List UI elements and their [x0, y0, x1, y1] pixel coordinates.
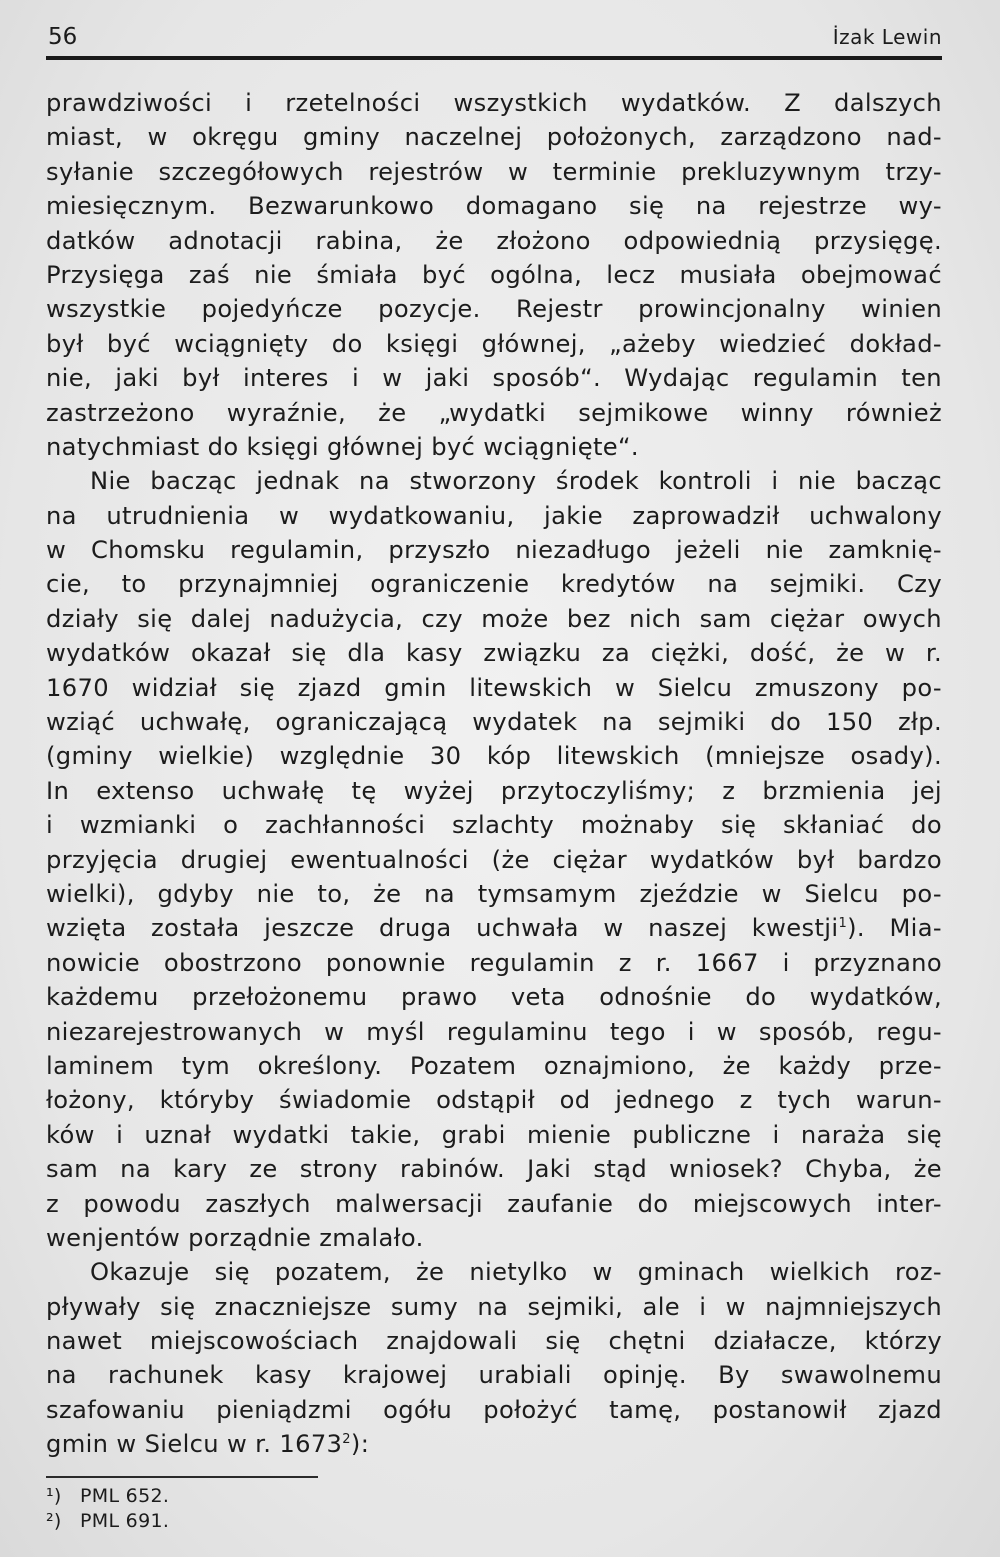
text-line: prawdziwości i rzetelności wszystkich wydatków. Z dalszych	[46, 89, 942, 117]
text-fragment: ):	[350, 1430, 370, 1459]
text-line: In extenso uchwałę tę wyżej przytoczyliśmy; z brzmienia jej	[46, 776, 942, 805]
body-text	[46, 86, 942, 1462]
footnote-ref-2[interactable]: 2	[342, 1432, 351, 1448]
footnote-rule	[46, 1476, 318, 1478]
page-number: 56	[48, 24, 78, 50]
text-line: wydatków okazał się dla kasy związku za ciężki, dość, że w r.	[46, 639, 942, 668]
text-line: na utrudnienia w wydatkowaniu, jakie zaprowadził uchwalony	[46, 501, 942, 530]
text-line: laminem tym określony. Pozatem oznajmiono, że każdy prze-	[46, 1051, 942, 1080]
text-line: miesięcznym. Bezwarunkowo domagano się na rejestrze wy-	[46, 192, 942, 221]
footnote-1	[46, 1484, 942, 1509]
text-line-with-footnote-ref	[46, 911, 942, 945]
footnote-mark: ²)	[46, 1509, 62, 1532]
footnotes	[46, 1484, 942, 1534]
text-fragment: gmin w Sielcu w r. 1673	[46, 1430, 343, 1459]
text-line: na rachunek kasy krajowej urabiali opinję. By swawolnemu	[46, 1361, 942, 1390]
page-header	[46, 22, 942, 52]
text-line: wziąć uchwałę, ograniczającą wydatek na sejmiki do 150 złp.	[46, 708, 942, 737]
text-line: każdemu przełożonemu prawo veta odnośnie do wydatków,	[46, 983, 942, 1012]
text-line: był być wciągnięty do księgi głównej, „ażeby wiedzieć dokład-	[46, 329, 942, 358]
header-rule	[46, 56, 942, 60]
text-line: nowicie obostrzono ponownie regulamin z r. 1667 i przyznano	[46, 948, 942, 977]
text-line: przyjęcia drugiej ewentualności (że ciężar wydatków był bardzo	[46, 845, 942, 874]
text-line: sam na kary ze strony rabinów. Jaki stąd wniosek? Chyba, że	[46, 1155, 942, 1184]
text-line: wszystkie pojedyńcze pozycje. Rejestr prowincjonalny winien	[46, 295, 942, 324]
text-line: nawet miejscowościach znajdowali się chętni działacze, którzy	[46, 1327, 942, 1356]
text-fragment: wzięta została jeszcze druga uchwała w naszej kwestji	[46, 914, 839, 943]
text-line: miast, w okręgu gminy naczelnej położonych, zarządzono nad-	[46, 123, 942, 152]
text-line: z powodu zaszłych malwersacji zaufanie do miejscowych inter-	[46, 1189, 942, 1218]
text-line: niezarejestrowanych w myśl regulaminu tego i w sposób, regu-	[46, 1017, 942, 1046]
text-line: w Chomsku regulamin, przyszło niezadługo jeżeli nie zamknię-	[46, 536, 942, 565]
text-line: działy się dalej nadużycia, czy może bez nich sam ciężar owych	[46, 604, 942, 633]
text-line: ków i uznał wydatki takie, grabi mienie publiczne i naraża się	[46, 1120, 942, 1149]
text-line: 1670 widział się zjazd gmin litewskich w Sielcu zmuszony po-	[46, 673, 942, 702]
paragraph-1	[46, 86, 942, 464]
text-line: pływały się znaczniejsze sumy na sejmiki, ale i w najmniejszych	[46, 1292, 942, 1321]
running-head-author: İzak Lewin	[832, 25, 942, 49]
text-line: łożony, któryby świadomie odstąpił od jednego z tych warun-	[46, 1086, 942, 1115]
footnote-mark: ¹)	[46, 1484, 62, 1507]
footnote-ref-1[interactable]: 1	[838, 916, 848, 932]
text-line: Nie bacząc jednak na stworzony środek kontroli i nie bacząc	[90, 467, 942, 496]
footnote-text: PML 691.	[80, 1509, 170, 1532]
text-line: Przysięga zaś nie śmiała być ogólna, lecz musiała obejmować	[46, 260, 942, 289]
text-line: wenjentów porządnie zmalało.	[46, 1223, 424, 1252]
text-line: nie, jaki był interes i w jaki sposób“. Wydając regulamin ten	[46, 364, 942, 393]
text-line: (gminy wielkie) względnie 30 kóp litewskich (mniejsze osady).	[46, 742, 942, 771]
footnote-2	[46, 1509, 942, 1534]
text-line: szafowaniu pieniądzmi ogółu położyć tamę, postanowił zjazd	[46, 1395, 942, 1424]
text-line-with-footnote-ref	[46, 1427, 942, 1461]
text-line: syłanie szczegółowych rejestrów w terminie prekluzywnym trzy-	[46, 157, 942, 186]
text-line: cie, to przynajmniej ograniczenie kredytów na sejmiki. Czy	[46, 570, 942, 599]
text-fragment: ). Mia-	[847, 914, 942, 943]
text-line: datków adnotacji rabina, że złożono odpowiednią przysięgę.	[46, 226, 942, 255]
footnote-text: PML 652.	[80, 1484, 170, 1507]
text-line: zastrzeżono wyraźnie, że „wydatki sejmikowe winny również	[46, 398, 942, 427]
text-line: Okazuje się pozatem, że nietylko w gminach wielkich roz-	[90, 1258, 942, 1287]
text-line: natychmiast do księgi głównej być wciągnięte“.	[46, 432, 639, 461]
text-line: wielki), gdyby nie to, że na tymsamym zjeździe w Sielcu po-	[46, 879, 942, 908]
paragraph-3	[46, 1255, 942, 1461]
text-line: i wzmianki o zachłanności szlachty możnaby się skłaniać do	[46, 811, 942, 840]
paragraph-2	[46, 464, 942, 1255]
